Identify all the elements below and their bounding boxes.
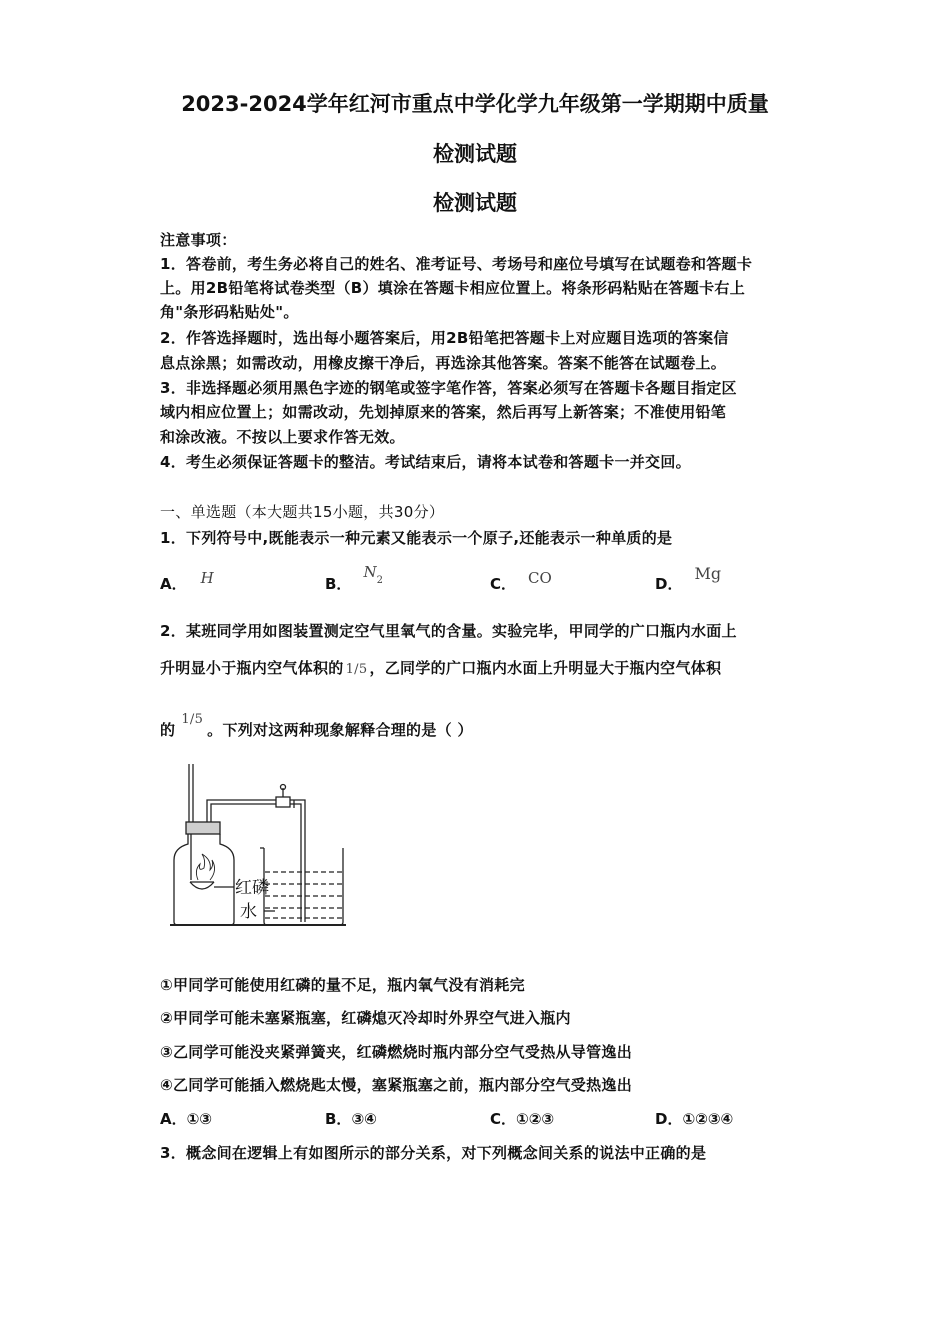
q2-line2: 升明显小于瓶内空气体积的 1/5 ，乙同学的广口瓶内水面上升明显大于瓶内空气体积 (160, 659, 722, 677)
q2-option-a: A．①③ (160, 1110, 213, 1128)
page-title-line1: 2023-2024学年红河市重点中学化学九年级第一学期期中质量 (181, 92, 769, 116)
q2-option-c: C．①②③ (490, 1110, 555, 1128)
q1-option-c: C． CO (490, 569, 552, 593)
q2-line3: 的1/5。下列对这两种现象解释合理的是（ ） (160, 712, 473, 739)
q1-option-d: D．Mg (655, 564, 722, 593)
q2-line1: 2．某班同学用如图装置测定空气里氧气的含量。实验完毕，甲同学的广口瓶内水面上 (160, 622, 737, 640)
page-title-line2: 检测试题 (433, 142, 517, 166)
notice-line: 4．考生必须保证答题卡的整洁。考试结束后，请将本试卷和答题卡一并交回。 (160, 453, 691, 471)
notice-line: 2．作答选择题时，选出每小题答案后，用2B铅笔把答题卡上对应题目选项的答案信 (160, 329, 729, 347)
notice-line: 1．答卷前，考生务必将自己的姓名、准考证号、考场号和座位号填写在试题卷和答题卡 (160, 255, 753, 273)
apparatus-figure (160, 760, 360, 932)
q2-option-b: B．③④ (325, 1110, 377, 1128)
q2-statement: ①甲同学可能使用红磷的量不足，瓶内氧气没有消耗完 (160, 976, 525, 994)
q1-option-b: B．$N^2$ (325, 563, 383, 593)
label-red-phosphorus: 红磷 (235, 878, 269, 898)
q2-statement: ④乙同学可能插入燃烧匙太慢，塞紧瓶塞之前，瓶内部分空气受热逸出 (160, 1076, 633, 1094)
q1-stem: 1．下列符号中,既能表示一种元素又能表示一个原子,还能表示一种单质的是 (160, 529, 673, 547)
notice-heading: 注意事项： (160, 231, 237, 249)
q2-statement: ③乙同学可能没夹紧弹簧夹，红磷燃烧时瓶内部分空气受热从导管逸出 (160, 1043, 633, 1061)
q1-option-a: A． H (160, 569, 214, 593)
notice-line: 角"条形码粘贴处"。 (160, 303, 299, 321)
q2-option-d: D．①②③④ (655, 1110, 734, 1128)
notice-line: 3．非选择题必须用黑色字迹的钢笔或签字笔作答，答案必须写在答题卡各题目指定区 (160, 379, 737, 397)
notice-line: 息点涂黑；如需改动，用橡皮擦干净后，再选涂其他答案。答案不能答在试题卷上。 (160, 354, 727, 372)
section-heading: 一、单选题（本大题共15小题，共30分） (160, 503, 445, 521)
notice-line: 和涂改液。不按以上要求作答无效。 (160, 428, 405, 446)
q2-statement: ②甲同学可能未塞紧瓶塞，红磷熄灭冷却时外界空气进入瓶内 (160, 1009, 571, 1027)
page-subtitle: 检测试题 (433, 191, 517, 215)
notice-line: 域内相应位置上；如需改动，先划掉原来的答案，然后再写上新答案；不准使用铅笔 (160, 403, 727, 421)
label-water: 水 (240, 902, 257, 922)
notice-line: 上。用2B铅笔将试卷类型（B）填涂在答题卡相应位置上。将条形码粘贴在答题卡右上 (160, 279, 746, 297)
q3-stem: 3．概念间在逻辑上有如图所示的部分关系，对下列概念间关系的说法中正确的是 (160, 1144, 707, 1162)
